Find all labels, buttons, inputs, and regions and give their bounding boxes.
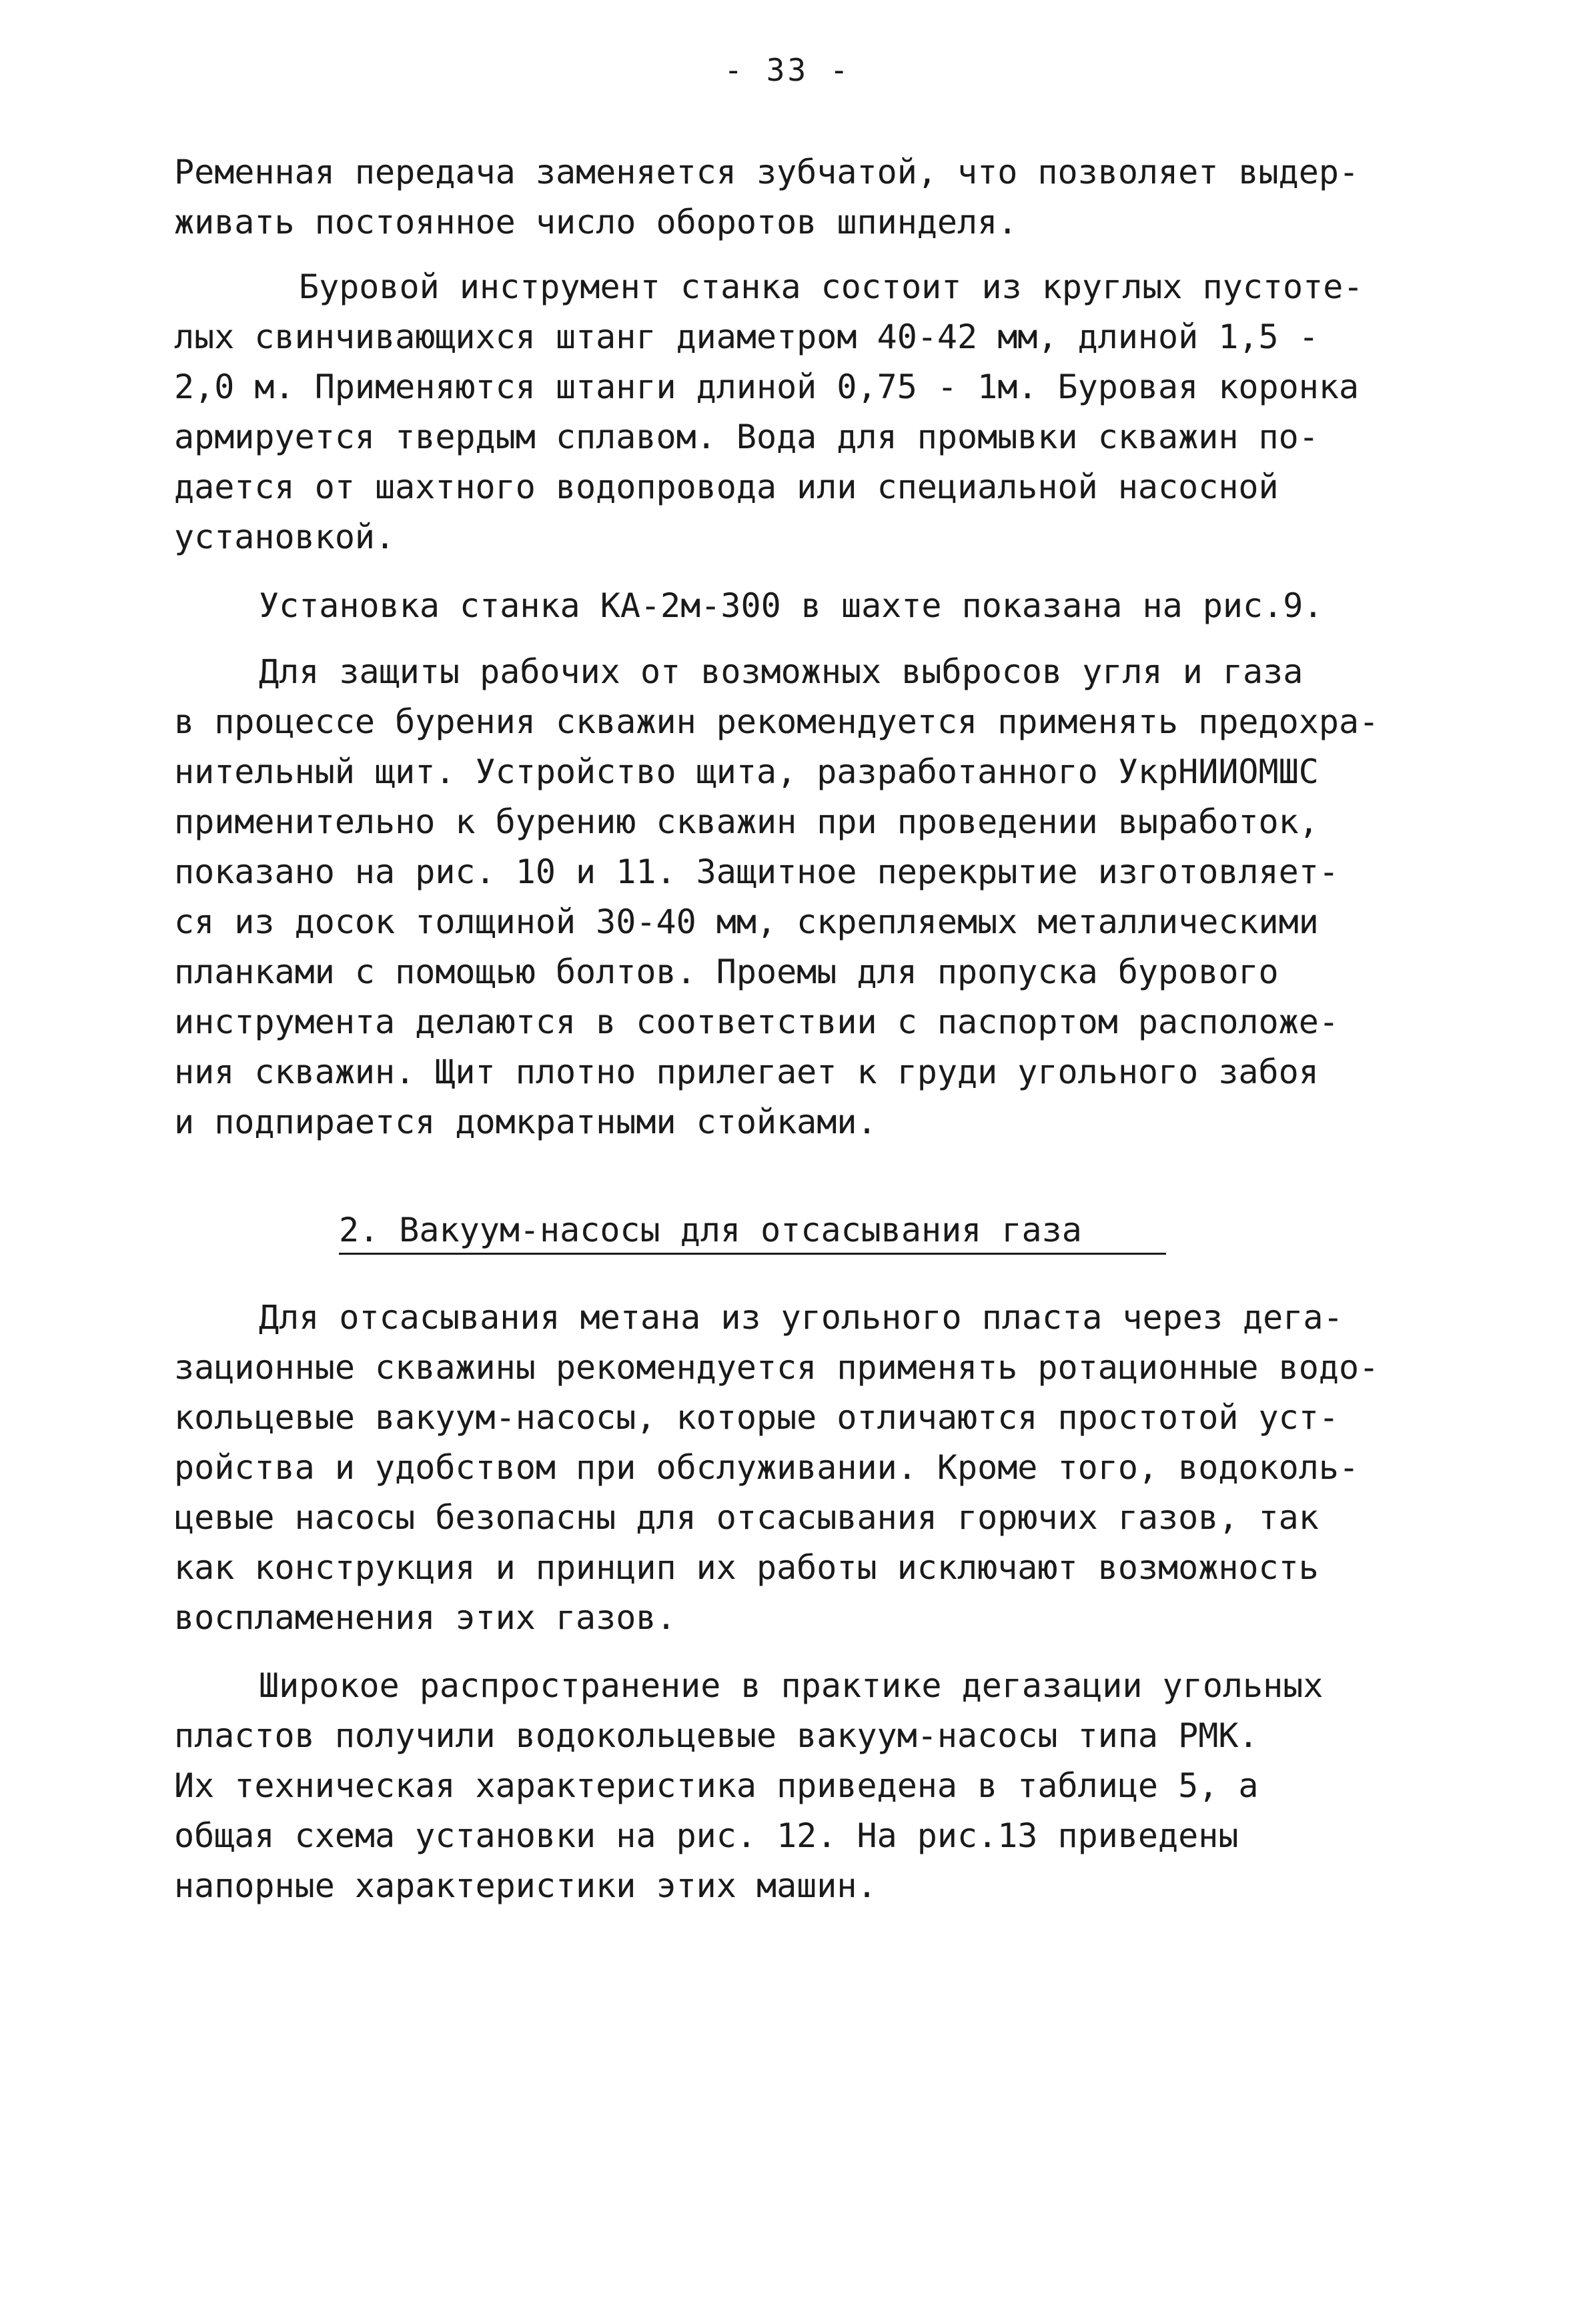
- text-line: инструмента делаются в соответствии с паспортом расположе-: [174, 1003, 1339, 1041]
- text-line: дается от шахтного водопровода или специальной насосной: [174, 468, 1279, 506]
- text-line: нительный щит. Устройство щита, разработанного УкрНИИОМШС: [174, 752, 1319, 791]
- text-line: Ременная передача заменяется зубчатой, что позволяет выдер-: [174, 153, 1360, 191]
- text-line: напорные характеристики этих машин.: [174, 1866, 877, 1905]
- text-line: планками с помощью болтов. Проемы для пропуска бурового: [174, 953, 1279, 991]
- text-line: ния скважин. Щит плотно прилегает к груди угольного забоя: [174, 1053, 1319, 1091]
- text-line: установкой.: [174, 518, 396, 556]
- text-line: ройства и удобством при обслуживании. Кроме того, водоколь-: [174, 1448, 1360, 1487]
- text-line: в процессе бурения скважин рекомендуется применять предохра-: [174, 702, 1380, 741]
- heading-underline: [339, 1253, 1166, 1255]
- text-line: пластов получили водокольцевые вакуум-насосы типа РМК.: [174, 1716, 1259, 1755]
- page-number: - 33 -: [724, 52, 851, 88]
- text-line: показано на рис. 10 и 11. Защитное перекрытие изготовляет-: [174, 852, 1339, 891]
- text-line: армируется твердым сплавом. Вода для промывки скважин по-: [174, 418, 1319, 456]
- text-line: 2,0 м. Применяются штанги длиной 0,75 - 1м. Буровая коронка: [174, 368, 1360, 406]
- text-line: Установка станка КА-2м-300 в шахте показана на рис.9.: [259, 586, 1324, 625]
- text-line: как конструкция и принцип их работы исключают возможность: [174, 1548, 1319, 1587]
- text-line: цевые насосы безопасны для отсасывания горючих газов, так: [174, 1498, 1319, 1537]
- text-line: лых свинчивающихся штанг диаметром 40-42 мм, длиной 1,5 -: [174, 318, 1319, 356]
- text-line: воспламенения этих газов.: [174, 1598, 676, 1637]
- text-line: кольцевые вакуум-насосы, которые отличаются простотой уст-: [174, 1398, 1339, 1437]
- text-line: и подпирается домкратными стойками.: [174, 1103, 877, 1141]
- text-line: Буровой инструмент станка состоит из круглых пустоте-: [299, 267, 1364, 306]
- text-line: Для защиты рабочих от возможных выбросов угля и газа: [259, 652, 1303, 691]
- text-line: применительно к бурению скважин при проведении выработок,: [174, 802, 1319, 841]
- section-heading: 2. Вакуум-насосы для отсасывания газа: [339, 1211, 1082, 1249]
- text-line: зационные скважины рекомендуется применять ротационные водо-: [174, 1348, 1380, 1387]
- text-line: живать постоянное число оборотов шпинделя.: [174, 203, 1018, 241]
- text-line: общая схема установки на рис. 12. На рис.13 приведены: [174, 1816, 1239, 1855]
- text-line: Для отсасывания метана из угольного пласта через дега-: [259, 1298, 1344, 1337]
- text-line: Их техническая характеристика приведена в таблице 5, а: [174, 1766, 1259, 1805]
- text-line: Широкое распространение в практике дегазации угольных: [259, 1666, 1324, 1705]
- text-line: ся из досок толщиной 30-40 мм, скрепляемых металлическими: [174, 903, 1319, 941]
